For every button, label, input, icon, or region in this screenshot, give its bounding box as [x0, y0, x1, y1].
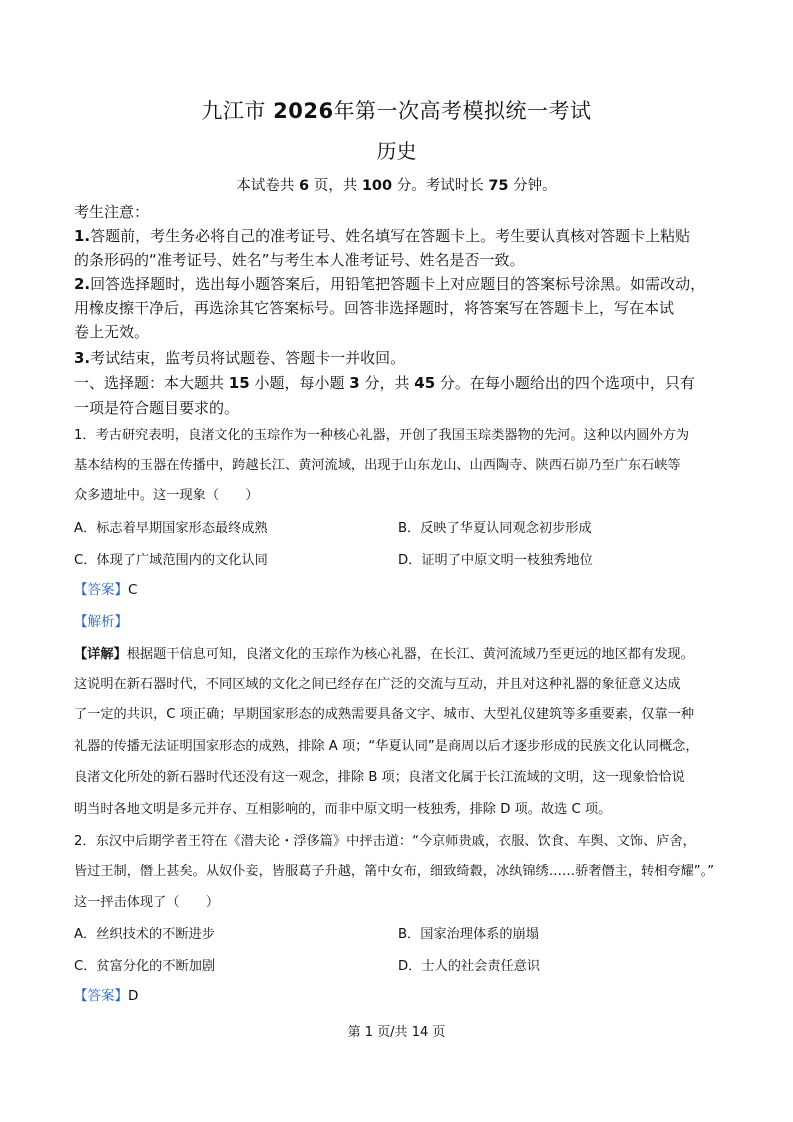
notice-item-3: 3.考试结束，监考员将试题卷、答题卡一并收回。 — [74, 349, 406, 367]
q1-detail-line-1: 【详解】根据题干信息可知，良渚文化的玉琮作为核心礼器，在长江、黄河流域乃至更远的地区都有发现。 — [74, 647, 694, 662]
q1-answer: 【答案】C — [74, 582, 138, 598]
q1-detail-line-6: 明当时各地文明是多元并存、互相影响的，而非中原文明一枝独秀，排除 D 项。故选 C 项。 — [74, 802, 612, 817]
notice-item-1-line-2: 的条形码的“准考证号、姓名”与考生本人准考证号、姓名是否一致。 — [74, 251, 525, 269]
q1-stem-line-3: 众多遗址中。这一现象（ ） — [74, 488, 259, 503]
q1-option-b: B．反映了华夏认同观念初步形成 — [398, 521, 592, 536]
q1-detail-line-4: 礼器的传播无法证明国家形态的成熟，排除 A 项；“华夏认同”是商周以后才逐步形成的民族文化认同概念， — [74, 739, 699, 754]
q2-option-a: A．丝织技术的不断进步 — [74, 927, 215, 942]
q1-detail-line-5: 良渚文化所处的新石器时代还没有这一观念，排除 B 项；良渚文化属于长江流域的文明，这一现象恰恰说 — [74, 770, 685, 785]
q2-stem-line-3: 这一抨击体现了（ ） — [74, 895, 220, 910]
q2-option-c: C．贫富分化的不断加剧 — [74, 959, 216, 974]
notice-heading: 考生注意： — [74, 203, 150, 221]
q1-detail-line-2: 这说明在新石器时代，不同区域的文化之间已经存在广泛的交流与互动，并且对这种礼器的象征意义达成 — [74, 677, 681, 692]
notice-item-2-line-3: 卷上无效。 — [74, 323, 150, 341]
notice-item-2-line-2: 用橡皮擦干净后，再选涂其它答案标号。回答非选择题时，将答案写在答题卡上，写在本试 — [74, 299, 675, 317]
q1-stem-line-2: 基本结构的玉器在传播中，跨越长江、黄河流域，出现于山东龙山、山西陶寺、陕西石峁乃至广东石峡等 — [74, 458, 681, 473]
section-heading: 一、选择题：本大题共 15 小题，每小题 3 分，共 45 分。在每小题给出的四个选项中，只有 — [74, 374, 695, 392]
q1-stem-line-1: 1．考古研究表明，良渚文化的玉琮作为一种核心礼器，开创了我国玉琮类器物的先河。这种以内圆外方为 — [74, 428, 690, 443]
subject-title: 历史 — [376, 139, 417, 163]
q1-analysis-tag: 【解析】 — [74, 614, 128, 630]
q2-option-b: B．国家治理体系的崩塌 — [398, 927, 539, 942]
q2-answer: 【答案】D — [74, 988, 139, 1004]
q2-option-d: D．士人的社会责任意识 — [398, 959, 541, 974]
section-heading-line-2: 一项是符合题目要求的。 — [74, 399, 240, 417]
q1-option-d: D．证明了中原文明一枝独秀地位 — [398, 553, 593, 568]
notice-item-2-line-1: 2.回答选择题时，选出每小题答案后，用铅笔把答题卡上对应题目的答案标号涂黑。如需改动， — [74, 275, 706, 293]
exam-info: 本试卷共 6 页，共 100 分。考试时长 75 分钟。 — [236, 178, 557, 194]
notice-item-1-line-1: 1.答题前，考生务必将自己的准考证号、姓名填写在答题卡上。考生要认真核对答题卡上粘贴 — [74, 227, 691, 245]
q1-detail-line-3: 了一定的共识，C 项正确；早期国家形态的成熟需要具备文字、城市、大型礼仪建筑等多重要素，仅靠一种 — [74, 707, 695, 722]
q1-option-c: C．体现了广域范围内的文化认同 — [74, 553, 268, 568]
q2-stem-line-2: 皆过王制，僭上甚矣。从奴仆妾，皆服葛子升越，筩中女布，细致绮縠，冰纨锦绣……骄奢僭主，转相夸耀”。” — [74, 864, 715, 879]
exam-title: 九江市 2026年第一次高考模拟统一考试 — [201, 99, 592, 123]
page-footer: 第 1 页/共 14 页 — [347, 1025, 446, 1040]
q1-option-a: A．标志着早期国家形态最终成熟 — [74, 521, 268, 536]
q2-stem-line-1: 2．东汉中后期学者王符在《潜夫论・浮侈篇》中抨击道：“今京师贵戚，衣服、饮食、车舆、文饰、庐舍， — [74, 834, 696, 849]
